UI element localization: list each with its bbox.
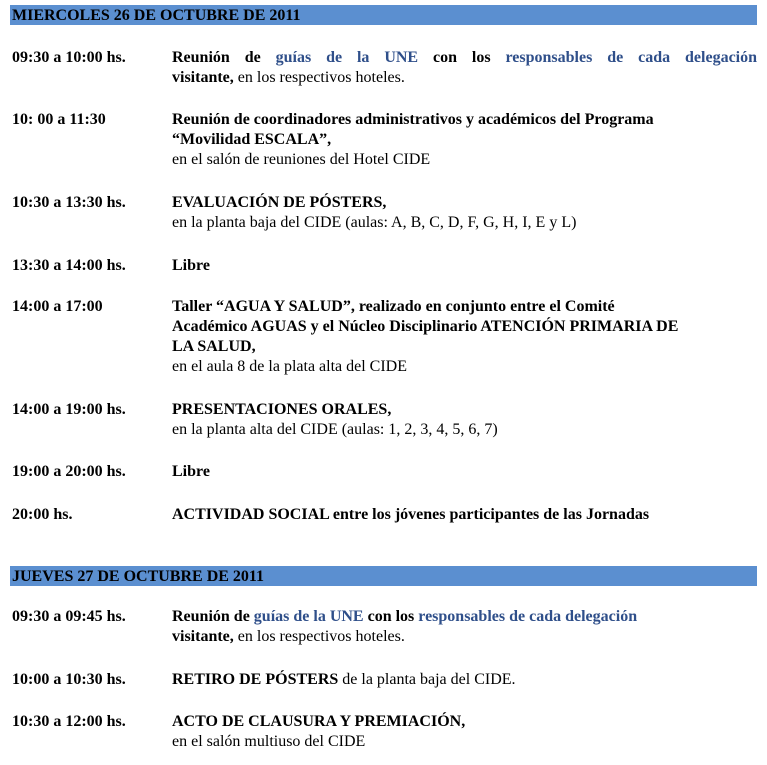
activity-description [172, 670, 757, 690]
text-segment: visitante, [172, 69, 234, 86]
day-header-wednesday [10, 5, 757, 25]
activity-title: PRESENTACIONES ORALES, [172, 401, 392, 418]
activity-title: Taller “AGUA Y SALUD”, realizado en conjunto entre el Comité [172, 298, 615, 315]
text-segment: en los respectivos hoteles. [233, 628, 405, 645]
activity-title: EVALUACIÓN DE PÓSTERS, [172, 194, 387, 211]
activity-location: en la planta alta del CIDE (aulas: 1, 2, 3, 4, 5, 6, 7) [172, 421, 498, 438]
time-slot: 09:30 a 09:45 hs. [12, 608, 126, 625]
description-line [172, 607, 757, 627]
guides-highlight: guías de la UNE [253, 608, 364, 625]
text-segment: en los respectivos hoteles. [233, 69, 405, 86]
time-slot: 13:30 a 14:00 hs. [12, 257, 126, 274]
text-segment: visitante, [172, 628, 234, 645]
description-line [172, 48, 757, 68]
activity-description [172, 400, 757, 440]
delegation-highlight: responsables de cada delegación [418, 608, 638, 625]
activity-title: Libre [172, 463, 210, 480]
activity-title: LA SALUD, [172, 338, 256, 355]
time-slot: 14:00 a 17:00 [12, 298, 103, 315]
activity-description [172, 297, 757, 377]
time-slot: 19:00 a 20:00 hs. [12, 463, 126, 480]
activity-title: “Movilidad ESCALA”, [172, 131, 332, 148]
description-line [172, 505, 757, 525]
activity-title: RETIRO DE PÓSTERS [172, 671, 339, 688]
text-segment: Reunión de [172, 49, 276, 66]
activity-description [172, 607, 757, 647]
activity-title: Reunión de coordinadores administrativos y académicos del Programa [172, 111, 654, 128]
delegation-highlight: responsables de cada delegación [505, 49, 758, 66]
activity-title: Académico AGUAS y el Núcleo Disciplinario ATENCIÓN PRIMARIA DE [172, 318, 679, 335]
time-slot: 10:30 a 12:00 hs. [12, 713, 126, 730]
day-header-text: MIERCOLES 26 DE OCTUBRE DE 2011 [12, 7, 301, 24]
activity-location: en el aula 8 de la plata alta del CIDE [172, 358, 408, 375]
text-segment: entre los jóvenes participantes de las Jornadas [328, 506, 650, 523]
activity-description [172, 110, 757, 170]
activity-location: en la planta baja del CIDE (aulas: A, B, C, D, F, G, H, I, E y L) [172, 214, 577, 231]
activity-description [172, 505, 757, 525]
activity-title: ACTIVIDAD SOCIAL [172, 506, 329, 523]
activity-title: ACTO DE CLAUSURA Y PREMIACIÓN, [172, 713, 466, 730]
time-slot: 14:00 a 19:00 hs. [12, 401, 126, 418]
text-segment: con los [363, 608, 419, 625]
activity-description [172, 712, 757, 752]
guides-highlight: guías de la UNE [275, 49, 419, 66]
activity-location: en el salón de reuniones del Hotel CIDE [172, 151, 431, 168]
description-line [172, 68, 757, 88]
time-slot: 10: 00 a 11:30 [12, 111, 106, 128]
text-segment: de la planta baja del CIDE. [338, 671, 516, 688]
activity-description [172, 193, 757, 233]
day-header-thursday [10, 566, 757, 586]
time-slot: 20:00 hs. [12, 506, 73, 523]
description-line [172, 670, 757, 690]
activity-description [172, 48, 757, 88]
day-header-text: JUEVES 27 DE OCTUBRE DE 2011 [12, 568, 265, 585]
time-slot: 09:30 a 10:00 hs. [12, 49, 126, 66]
activity-description [172, 256, 757, 276]
text-segment: con los [418, 49, 506, 66]
activity-title: Libre [172, 257, 210, 274]
activity-location: en el salón multiuso del CIDE [172, 733, 366, 750]
text-segment: Reunión de [172, 608, 254, 625]
description-line [172, 627, 757, 647]
activity-description [172, 462, 757, 482]
time-slot: 10:30 a 13:30 hs. [12, 194, 126, 211]
time-slot: 10:00 a 10:30 hs. [12, 671, 126, 688]
